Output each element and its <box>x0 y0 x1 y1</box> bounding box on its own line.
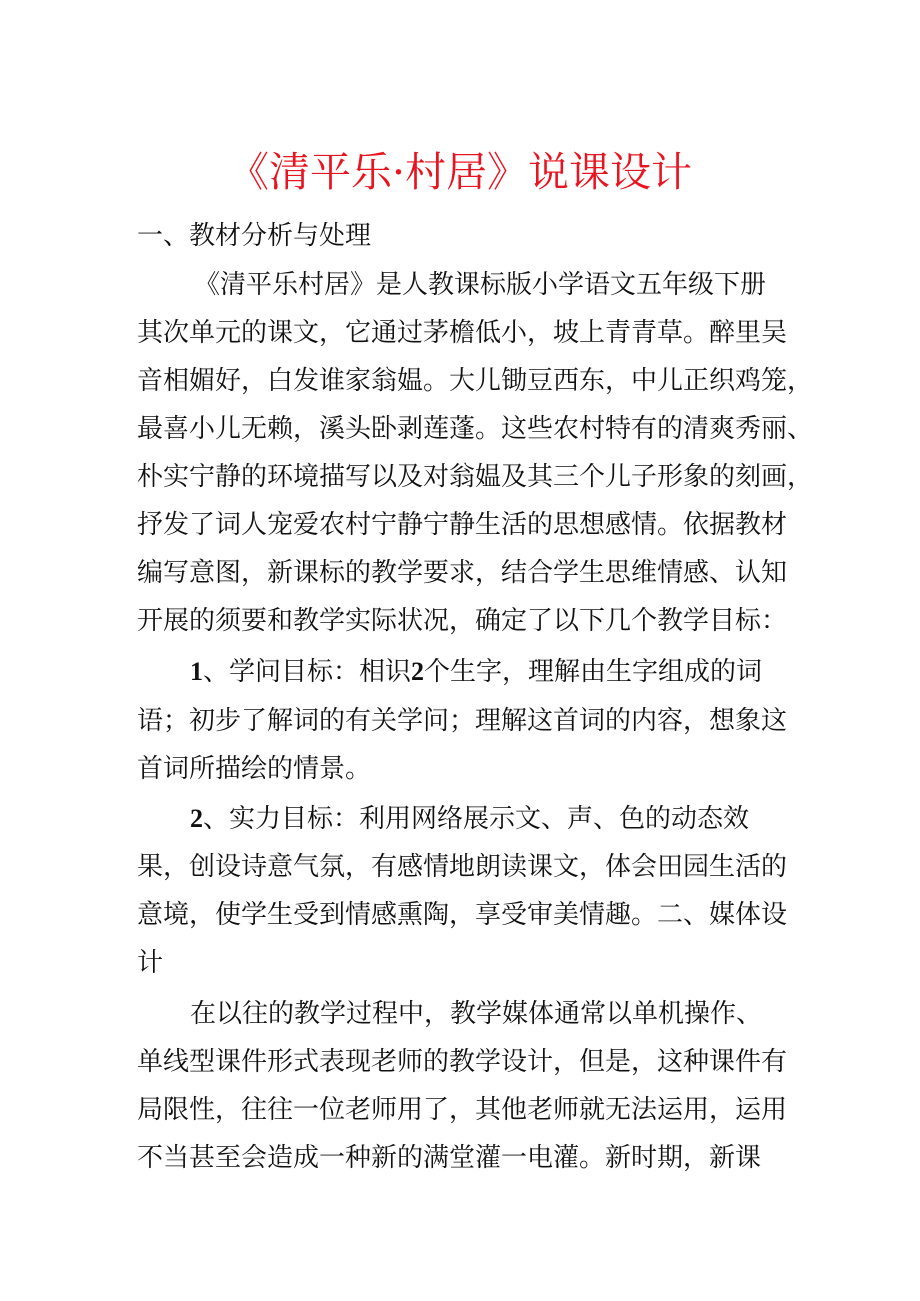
paragraph-line: 朴实宁静的环境描写以及对翁媪及其三个儿子形象的刻画， <box>137 462 814 492</box>
section-heading: 一、教材分析与处理 <box>137 221 372 251</box>
paragraph-line: 音相媚好，白发谁家翁媪。大儿锄豆西东，中儿正织鸡笼， <box>137 366 814 396</box>
paragraph-line: 抒发了词人宠爱农村宁静宁静生活的思想感情。依据教材 <box>137 510 788 540</box>
goal-number: 2 <box>190 804 203 833</box>
paragraph-line: 其次单元的课文，它通过茅檐低小，坡上青青草。醉里吴 <box>137 318 788 348</box>
paragraph-line: 计 <box>137 948 164 978</box>
paragraph-line: 《清平乐村居》是人教课标版小学语文五年级下册 <box>194 270 767 300</box>
character-count: 2 <box>411 657 425 686</box>
goal-label: 、学问目标：相识 <box>203 657 412 687</box>
paragraph-line: 开展的须要和教学实际状况，确定了以下几个教学目标： <box>137 606 788 636</box>
paragraph-line: 果，创设诗意气氛，有感情地朗读课文，体会田园生活的 <box>137 852 788 882</box>
goal-2-first-line <box>190 801 749 837</box>
paragraph-line: 不当甚至会造成一种新的满堂灌一电灌。新时期，新课 <box>137 1143 762 1173</box>
goal-text: 个生字，理解由生字组成的词 <box>424 657 763 687</box>
paragraph-line: 语；初步了解词的有关学问；理解这首词的内容，想象这 <box>137 706 788 736</box>
paragraph-line: 意境，使学生受到情感熏陶，享受审美情趣。二、媒体设 <box>137 900 788 930</box>
paragraph-line: 首词所描绘的情景。 <box>137 754 372 784</box>
goal-text: 、实力目标：利用网络展示文、声、色的动态效 <box>203 804 750 834</box>
paragraph-line: 编写意图，新课标的教学要求，结合学生思维情感、认知 <box>137 558 788 588</box>
document-title: 《清平乐·村居》说课设计 <box>227 148 693 196</box>
goal-1-first-line <box>190 654 762 690</box>
paragraph-line: 最喜小儿无赖，溪头卧剥莲蓬。这些农村特有的清爽秀丽、 <box>137 414 814 444</box>
paragraph-line: 在以往的教学过程中，教学媒体通常以单机操作、 <box>190 999 763 1029</box>
paragraph-line: 单线型课件形式表现老师的教学设计，但是，这种课件有 <box>137 1047 788 1077</box>
paragraph-line: 局限性，往往一位老师用了，其他老师就无法运用，运用 <box>137 1095 788 1125</box>
goal-number: 1 <box>190 657 203 686</box>
